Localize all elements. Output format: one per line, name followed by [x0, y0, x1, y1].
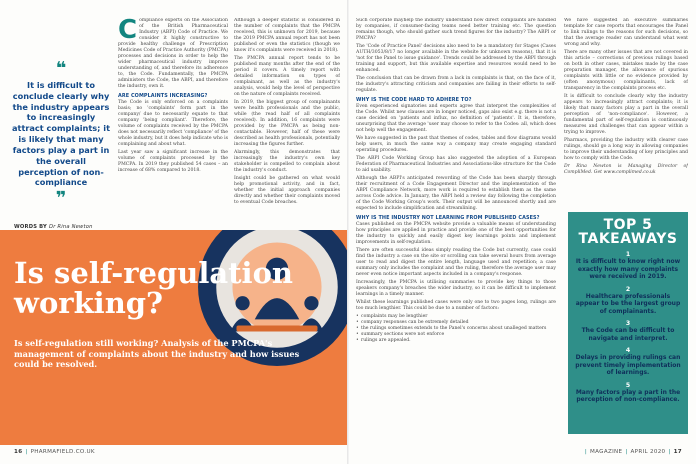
factor-list	[356, 314, 556, 344]
paragraph: Increasingly, the PMCPA is utilising summaries to provide key things to those speakers company's breaches the wider industry, so it can be difficult to implement learnings in a timely manner.	[356, 280, 556, 297]
section-name: MAGAZINE	[590, 449, 623, 455]
paragraph: We have suggested in the past that themes of codes, tables and flow diagrams would help users, in much the same way a company may create engaging standard operating procedures.	[356, 136, 556, 153]
paragraph: The ABPI Code Working Group has also suggested the adoption of a European Federation of Pharmaceutical Industries and Associations-like structure for the Code to aid usability.	[356, 156, 556, 173]
takeaway-item	[573, 320, 683, 342]
list-item: • summary sections were not enforce	[356, 332, 556, 338]
author-name: Dr Rina Newton	[49, 224, 93, 230]
paragraph: The conclusion that can be drawn from a lack in complaints is that, on the face of it, the industry's attracting criticism and companies are failing in their efforts to self-regulate.	[356, 76, 556, 93]
paragraph: There are many other issues that are not covered in this article – corrections of previous rulings based on both in other cases, mistakes made by the case preparation manager, the allowance of spurious complaints with little or no evidence provided by (often anonymous) complainants, lack of transparency in the complaints process etc.	[564, 50, 688, 91]
takeaway-item	[573, 286, 683, 316]
paragraph: Even experienced signatories and experts agree that interpret the complexities of the Code. Whilst new clauses are in longer noticed, gaps also exist e.g. there is not a case decided on 'patients and influx, no definition of 'patients'. It is, therefore, unsurprising that the average 'user may choose to refer to the Codes: all, which does not help well the engagement.	[356, 104, 556, 133]
takeaway-text: Healthcare professionals appear to be the largest group of complainants.	[575, 292, 681, 315]
author-signoff: Dr Rina Newton is Managing Director of CompliMed. Get www.complimed.co.uk	[564, 164, 688, 175]
paragraph: Pharmacs, providing the industry with clearer case rulings, should go a long way in allowing companies to improve their understanding of key principles and how to comply with the Code.	[564, 138, 688, 161]
takeaway-number: 4	[625, 347, 631, 354]
takeaway-item	[573, 347, 683, 377]
article-column-3	[356, 18, 556, 446]
paragraph: Such corporate mayhelp the industry understand how direct complaints are handled by companies, if consumer-facing teams need better training etc. The question remains though, who should gather such trend figures for the industry? The ABPI or PMCPA?	[356, 18, 556, 41]
issue-date: APRIL 2020	[630, 449, 666, 455]
paragraph: It is difficult to conclude clearly why the industry appears to increasingly attract complaints; it is likely that many factors play a part in the overall perception of 'non-compliance'. However, a fundamental part of self-regulation is continuously measures and challenges that can appear within a trying to improve.	[564, 94, 688, 135]
paragraph: We have suggested an executive summaries template for case reports that encourages the Panel to link rulings to the reasons for such decisions, so that the average reader can understand what went wrong and why.	[564, 18, 688, 47]
takeaway-number: 5	[625, 381, 631, 389]
list-item: • company responses can be extremely detailed	[356, 320, 556, 326]
article-subtitle: Is self-regulation still working? Analysis of the PMCPA's management of complaints about the industry and how issues could be resolved.	[14, 338, 300, 370]
takeaways-title: TOP 5 TAKEAWAYS	[578, 217, 678, 247]
page-gutter	[347, 0, 349, 464]
section-heading: WHY IS THE CODE HARD TO ADHERE TO?	[356, 97, 472, 103]
drop-cap: C	[118, 18, 138, 45]
pull-quote	[12, 60, 110, 208]
paragraph: The PMCPA annual report tends to be published many months after the end of the period it covers. A timely report with detailed information on types of complainant, as well as the industry's analysis, would help the level of perspective on the nature of complaints received.	[234, 56, 340, 97]
list-item: • the rulings sometimes extends to the Panel's concerns about unalleged matters	[356, 326, 556, 332]
article-column-1	[118, 18, 228, 228]
takeaway-number: 1	[625, 251, 631, 258]
paragraph: Alarmingly, this demonstrates that increasingly the industry's own key stakeholder is compelled to complain about the industry's conduct.	[234, 150, 340, 173]
article-column-2	[234, 18, 340, 228]
list-item: • complaints may be lengthier	[356, 314, 556, 320]
paragraph: The Code is only enforced on a complaints basis; no 'complaints' form part in the company/ due to necessarily equate to that company 'being compliant'. Therefore, the volume of complaints received by the PMCPA does not necessarily reflect 'compliance' of the whole industry, but it does help indicate who is complaining and about what.	[118, 100, 228, 147]
section-heading: ARE COMPLAINTS INCREASING?	[118, 93, 208, 99]
article-title: Is self-regulation working?	[14, 256, 293, 321]
page-number: 16	[14, 449, 23, 455]
byline-prefix: WORDS BY	[14, 224, 48, 230]
paragraph: Whilst these learnings published cases were only one to two pages long, rulings are too much lengthier. This could be due to a number of factors:	[356, 300, 556, 311]
paragraph: There are often successful ideas simply reading the Code but currently, case could find the industry a case on the site or scrolling can take several hours from average user to read and digest the entire length, language used and repetition; a case summary only includes the complaint and the ruling, therefore the average user may never even notice important aspects included in a company's response.	[356, 248, 556, 277]
page-number: 17	[673, 449, 682, 455]
takeaway-text: The Code can be difficult to navigate and interpret.	[581, 327, 675, 342]
open-quote-icon: ❝	[55, 58, 67, 79]
takeaway-text: Many factors play a part in the perception of non-compliance.	[575, 388, 681, 403]
pull-quote-text: It is difficult to conclude clearly why the industry appears to increasingly attract complaints; it is likely that many factors play a part in the overall perception of non-compliance	[12, 80, 111, 188]
takeaway-number: 3	[625, 320, 631, 327]
paragraph: The 'Code of Practice Panel' decisions also need to be a mandatory for Stages (Cases AUTH/3053/8/17 no longer available in the website for unknown reasons), that it is 'not for the Panel to issue guidance'. Trends could be addressed by the ABPI through training and support, but this available expertise and resources would need to be enhanced.	[356, 44, 556, 73]
close-quote-icon: ❞	[55, 188, 67, 210]
takeaway-text: Delays in providing rulings can prevent timely implementation of learnings.	[575, 354, 681, 376]
takeaway-item	[573, 382, 683, 404]
paragraph: Last year saw a significant increase in the volume of complaints processed by the PMCPA. In 2019 they published 54 cases – an increase of 68% compared to 2018.	[118, 150, 228, 173]
left-footer: 16 | PHARMAFIELD.CO.UK	[14, 449, 95, 455]
article-column-4	[564, 18, 688, 206]
takeaway-number: 2	[625, 285, 631, 293]
takeaways-box	[568, 212, 688, 434]
intro-paragraph: ompliance experts on the Association of the British Pharmaceutical Industry (ABPI) Code of Practice. We consider it highly constructive to provide healthy challenge of Prescription Medicines Code of Practice Authority (PMCPA) processes and decisions in order to help the wider pharmaceutical industry improve understanding of, and therefore its adherence to, the Code. Fundamentally, the PMCPA administers the Code, the ABPI, and therefore the industry, own it.	[118, 18, 228, 89]
paragraph: In 2019, the biggest group of complainants were health professionals and the public, while (the read half of all complaints received). In addition, 16 complaints were provided by the PMCPA as being non-contactable. However, half of these were described as health professionals, potentially increasing the figures further.	[234, 100, 340, 147]
hero-banner	[0, 230, 347, 445]
site-name: PHARMAFIELD.CO.UK	[30, 449, 95, 455]
right-footer: | MAGAZINE | APRIL 2020 | 17	[584, 449, 682, 455]
paragraph: Although a deeper statistic is considered in the number of complaints that the PMCPA received, this is unknown for 2019, because the 2019 PMCPA annual report has not been published or even the statistics (though we know it's complaints were received in 2018).	[234, 18, 340, 53]
list-item: • rulings are appealed.	[356, 338, 556, 344]
section-heading: WHY IS THE INDUSTRY NOT LEARNING FROM PUBLISHED CASES?	[356, 215, 540, 221]
paragraph: Cases published on the PMCPA website provide a valuable means of understanding how principles are applied in practice and provide one of the best opportunities for the industry to quickly and easily digest key learnings points and implement improvements in self-regulation.	[356, 222, 556, 245]
takeaway-text: It is difficult to know right now exactly how many complaints were received in 2019.	[575, 258, 681, 280]
paragraph: Insight could be gathered on what would help promotional activity, and in fact, whether the initial approach companies directly and whether their complaints moved to eventual Code breaches.	[234, 176, 340, 205]
takeaway-item	[573, 251, 683, 281]
paragraph: Although the ABPI's anticipated rewording of the Code has been sharply through their recruitment of a Code Engagement Director and the implementation of the ABPI Compliance Network, more work is required to establish them as the same across Code advice. In January, the ABPI held a review day following the completion of the Code Working Group's work. Their output will be announced shortly and are expected to include simplification and streamlining.	[356, 176, 556, 211]
